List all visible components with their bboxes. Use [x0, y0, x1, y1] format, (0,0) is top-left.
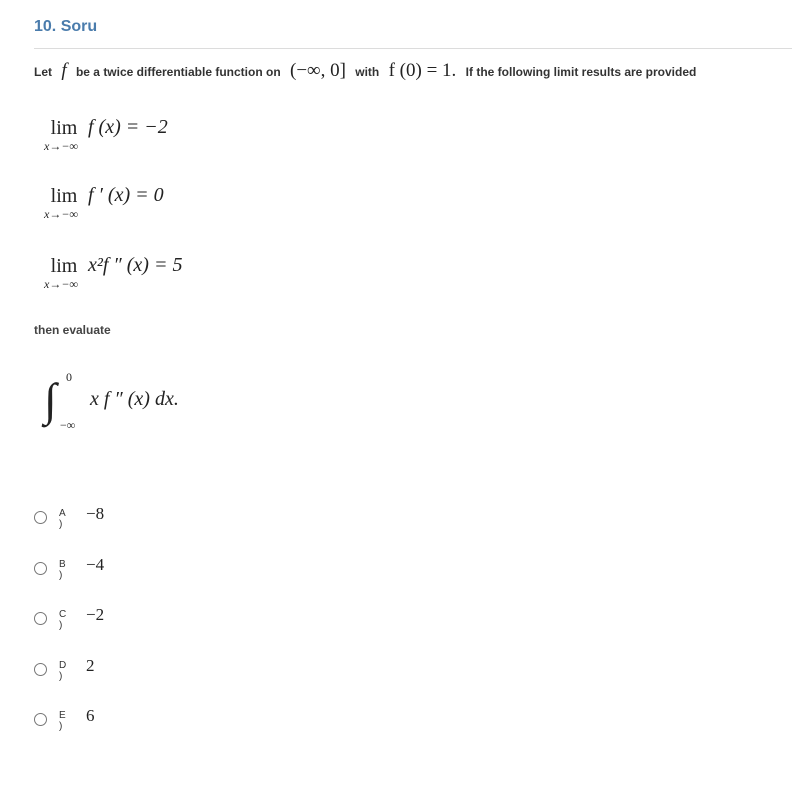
question-title: 10. Soru — [34, 18, 98, 35]
intro-function-name: f — [61, 60, 67, 81]
integral-upper-bound: 0 — [66, 370, 72, 384]
option-letter: B ) — [59, 558, 66, 581]
limit-subscript: x→−∞ — [44, 207, 78, 221]
limit-subscript: x→−∞ — [44, 139, 78, 153]
limit-operator: lim — [50, 255, 78, 277]
limit-subscript: x→−∞ — [44, 277, 78, 291]
limit-operator: lim — [50, 185, 78, 207]
integrand: x f ″ (x) dx. — [90, 388, 179, 410]
option-letter: E ) — [59, 710, 66, 732]
radio-button[interactable] — [34, 713, 47, 726]
option-value: −4 — [86, 554, 105, 574]
question-intro — [34, 60, 774, 82]
intro-description: be a twice differentiable function on — [75, 65, 281, 79]
option-value: −8 — [86, 504, 105, 523]
option-letter: A ) — [59, 508, 66, 530]
limit-body: f ′ (x) = 0 — [88, 184, 164, 206]
intro-let: Let — [34, 65, 52, 79]
radio-button[interactable] — [34, 562, 47, 575]
option-value: 2 — [86, 655, 95, 675]
integral-lower-bound: −∞ — [60, 418, 76, 432]
radio-button[interactable] — [34, 612, 47, 625]
integral-expression — [44, 370, 284, 440]
option-letter: D ) — [59, 659, 67, 682]
option-value: −2 — [86, 605, 105, 624]
integral-sign: ∫ — [44, 374, 57, 425]
option-letter: C ) — [59, 609, 67, 631]
intro-condition: f (0) = 1. — [388, 60, 457, 81]
intro-with: with — [355, 65, 380, 79]
radio-button[interactable] — [34, 511, 47, 524]
option-value: 6 — [86, 706, 95, 725]
then-evaluate-text: then evaluate — [34, 323, 111, 337]
intro-tail: If the following limit results are provided — [465, 65, 697, 79]
limit-body: x²f ″ (x) = 5 — [88, 254, 183, 276]
radio-button[interactable] — [34, 663, 47, 676]
limit-body: f (x) = −2 — [88, 116, 168, 138]
question-header — [34, 18, 792, 49]
intro-interval: (−∞, 0] — [290, 60, 346, 81]
limit-operator: lim — [50, 117, 78, 139]
